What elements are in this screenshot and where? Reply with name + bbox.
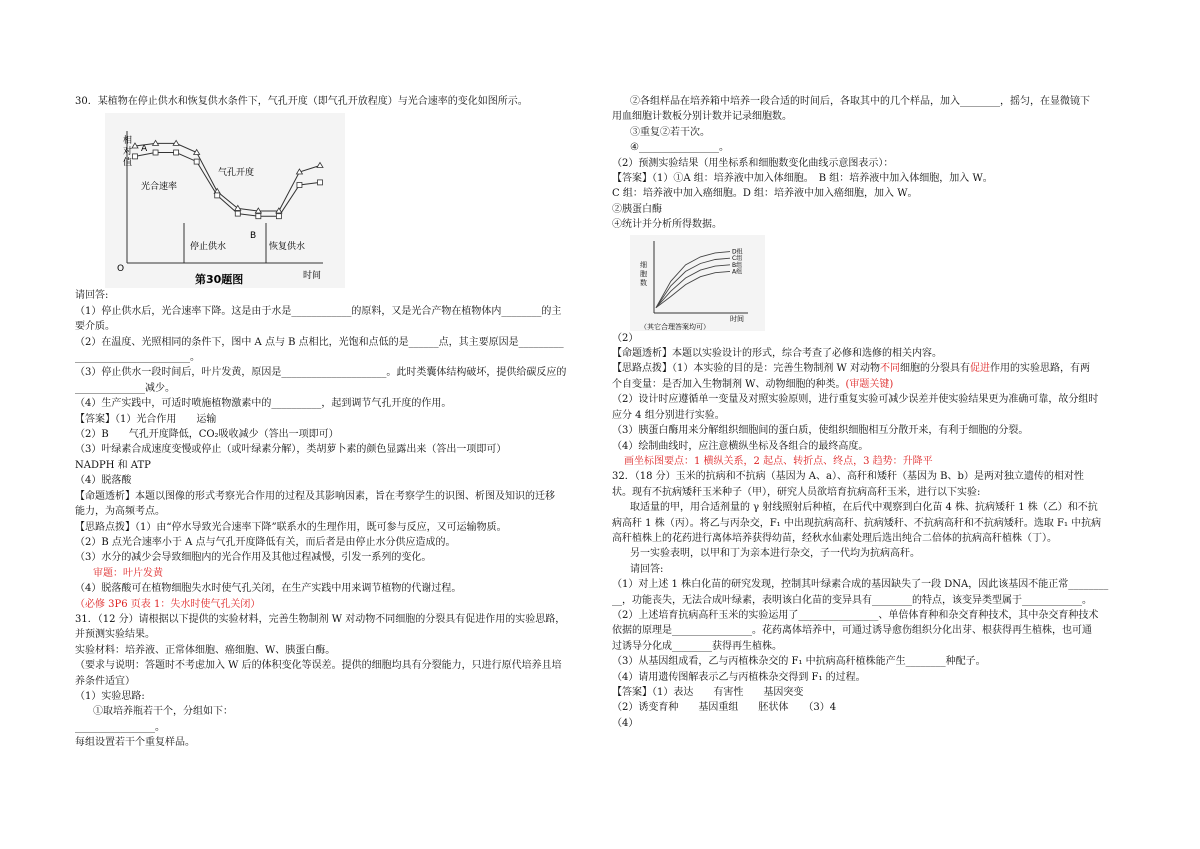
q31-tip-1-red-1: 不同 xyxy=(880,363,900,375)
q31-answer-1-cont: C 组：培养液中加入癌细胞。D 组：培养液中加入癌细胞，加入 W。 xyxy=(612,188,918,200)
q31-answer-1-step4: ④统计并分析所得数据。 xyxy=(612,219,722,231)
q31-predict: （2）预测实验结果（用坐标系和细胞数变化曲线示意图表示）： xyxy=(612,157,894,169)
q31-tip-2-red: (审题关键) xyxy=(845,378,894,390)
q31-step-4: ④________________。 xyxy=(630,142,729,154)
q30-part-4: （4）生产实践中，可适时喷施植物激素中的__________，起到调节气孔开度的作用。 xyxy=(75,398,452,410)
q30-part-3-cont: ______________减少。 xyxy=(75,382,175,394)
figure-30 xyxy=(105,113,590,288)
q32-ask: 请回答: xyxy=(630,563,664,575)
q31-tip-1-red-2: 促进 xyxy=(970,363,990,375)
q31-tip-1 xyxy=(612,361,1132,376)
curve-label-3: B组 xyxy=(732,261,743,269)
q32-body-1: 取适量的甲，用合适剂量的 γ 射线照射后种植，在后代中观察到白化苗 4 株、抗病矮秆 1 株（乙）和不抗 xyxy=(630,502,1098,514)
q31-step-3: ③重复②若干次。 xyxy=(630,126,710,138)
q32-part-1-cont: __，功能丧失，无法合成叶绿素，表明该白化苗的变异具有________的特点，该变异类型属于____________。 xyxy=(612,594,1092,606)
q31-step-1-tail: 每组设置若干个重复样品。 xyxy=(75,737,195,749)
q30-answer-4: （4）脱落酸 xyxy=(75,475,132,487)
q32-answer-4: （4） xyxy=(612,717,639,729)
figure-31 xyxy=(630,235,1132,331)
ask-label: 请回答: xyxy=(75,290,109,302)
q32-body-2: 病高秆 1 株（丙）。将乙与丙杂交，F₁ 中出现抗病高秆、抗病矮秆、不抗病高秆和不抗病矮秆。选取 F₁ 中抗病 xyxy=(612,517,1102,529)
q32-part-4: （4）请用遗传图解表示乙与丙植株杂交得到 F₁ 的过程。 xyxy=(612,671,866,683)
q31-tip-2-text: 个自变量：是否加入生物制剂 W、动物细胞的种类。 xyxy=(612,378,846,390)
q31-intent: 【命题透析】本题以实验设计的形式，综合考查了必修和选修的相关内容。 xyxy=(612,348,942,360)
series-2-point xyxy=(133,154,138,159)
q31-step-2-cont: 用血细胞计数板分别计数并记录细胞数。 xyxy=(612,111,792,123)
q30-tip-1: 【思路点拨】（1）由“停水导致光合速率下降”联系水的生理作用，既可参与反应，又可运输物质。 xyxy=(75,521,507,533)
question-31-stem: 31．（12 分）请根据以下提供的实验材料，完善生物制剂 W 对动物不同细胞的分裂具有促进作用的实验思路， xyxy=(75,613,566,625)
q30-part-2: （2）在温度、光照相同的条件下，图中 A 点与 B 点相比，光饱和点低的是______点，其主要原因是_________ xyxy=(75,336,564,348)
fig31-x-label: 时间 xyxy=(730,314,744,323)
origin-label: O xyxy=(117,264,125,275)
q32-answer-1: 【答案】（1）表达 有害性 基因突变 xyxy=(612,687,804,698)
q30-answer-3-cont: NADPH 和 ATP xyxy=(75,459,151,471)
figure-31-background xyxy=(630,235,765,331)
q31-step-2: ②各组样品在培养箱中培养一段合适的时间后，各取其中的几个样品，加入________，摇匀，在显微镜下 xyxy=(630,96,1090,107)
q31-tip-5: （4）绘制曲线时，应注意横纵坐标及各组合的最终高度。 xyxy=(612,440,869,452)
resume-label: 恢复供水 xyxy=(269,242,306,253)
q32-answer-2: （2）诱变育种 基因重组 胚状体 （3）4 xyxy=(612,702,837,714)
q31-requirements: （要求与说明：答题时不考虑加入 W 后的体积变化等误差。提供的细胞均具有分裂能力，只进行原代培养且培 xyxy=(75,660,562,672)
curve-label-4: A组 xyxy=(732,268,743,276)
q31-tip-3: （2）设计时应遵循单一变量及对照实验原则，进行重复实验可减少误差并使实验结果更为准确可靠，故分组时 xyxy=(612,394,1099,406)
curve-label-1: D组 xyxy=(732,248,743,256)
question-31-stem-cont: 并预测实验结果。 xyxy=(75,629,155,641)
q32-part-3: （3）从基因组成看，乙与丙植株杂交的 F₁ 中抗病高秆植株能产生________种配子。 xyxy=(612,656,986,668)
q30-tip-3: （3）水分的减少会导致细胞内的光合作用及其他过程减慢，引发一系列的变化。 xyxy=(75,552,432,564)
q31-tip-1-mid: 细胞的分裂具有 xyxy=(900,363,970,375)
q31-tip-3-cont: 应分 4 组分别进行实验。 xyxy=(612,409,725,421)
question-32-stem: 32．（18 分）玉米的抗病和不抗病（基因为 A、a）、高秆和矮秆（基因为 B、b）是两对独立遗传的相对性 xyxy=(612,471,1084,483)
q32-part-2-cont: 依据的原理是________________。花药离体培养中，可通过诱导愈伤组织分化出芽、根获得再生植株，也可通 xyxy=(612,625,1092,637)
q32-body-4: 另一实验表明，以甲和丁为亲本进行杂交，子一代均为抗病高秆。 xyxy=(630,548,920,560)
q30-answer-3: （3）叶绿素合成速度变慢或停止（或叶绿素分解），类胡萝卜素的颜色显露出来（答出一项即可） xyxy=(75,444,507,456)
figure-31-chart xyxy=(630,235,765,331)
fig31-y-label-2: 胞 xyxy=(640,269,647,278)
x-axis-label: 时间 xyxy=(303,271,322,282)
series-2-point xyxy=(153,150,158,155)
q30-answer-2: （2）B 气孔开度降低，CO₂吸收减少（答出一项即可） xyxy=(75,429,339,441)
y-axis-label-3: 值 xyxy=(123,158,133,169)
q30-intent: 【命题透析】本题以图像的形式考察光合作用的过程及其影响因素，旨在考察学生的识图、析图及知识的迁移 xyxy=(75,490,555,502)
fig31-note: （其它合理答案均可） xyxy=(640,322,710,331)
left-column xyxy=(75,94,590,751)
point-a-label: A xyxy=(141,144,148,155)
question-30-stem: 30．某植物在停止供水和恢复供水条件下，气孔开度（即气孔开放程度）与光合速率的变化如图所示。 xyxy=(75,96,528,107)
series-2-point xyxy=(276,214,281,219)
q30-intent-cont: 能力，为高频考点。 xyxy=(75,506,165,518)
series-2-point xyxy=(215,193,220,198)
q30-review-note: 审题：叶片发黄 xyxy=(93,567,163,579)
curve-photosynthesis-label: 光合速率 xyxy=(141,182,178,193)
stop-label: 停止供水 xyxy=(190,242,227,253)
q31-requirements-cont: 养条件适宜） xyxy=(75,675,135,687)
q30-book-note: （必修 3P6 页表 1：失水时使气孔关闭） xyxy=(75,598,261,610)
question-32-stem-cont: 状。现有不抗病矮秆玉米种子（甲），研究人员欲培育抗病高秆玉米，进行以下实验: xyxy=(612,486,981,498)
q30-part-2-cont: _______________________。 xyxy=(75,352,200,364)
right-column xyxy=(612,94,1132,731)
curve-label-2: C组 xyxy=(732,254,743,262)
q32-body-3: 高秆植株上的花药进行离体培养获得幼苗，经秋水仙素处理后选出纯合二倍体的抗病高秆植株（丁）。 xyxy=(612,532,1057,544)
series-2-point xyxy=(318,180,323,185)
q31-tip-2 xyxy=(612,377,1132,392)
q31-tip-1-end: 作用的实验思路，有两 xyxy=(990,363,1090,375)
q31-answer-1-step2: ②胰蛋白酶 xyxy=(612,203,662,215)
series-2-point xyxy=(235,212,240,217)
q31-step-1: ①取培养瓶若干个，分组如下： xyxy=(93,706,233,718)
fig31-y-label-3: 数 xyxy=(640,278,647,287)
q31-step-title: （1）实验思路: xyxy=(75,690,145,702)
q30-part-3: （3）停止供水一段时间后，叶片发黄，原因是_____________________。此时类囊体结构破坏，提供给碳反应的 xyxy=(75,367,567,379)
q30-part-1: （1）停止供水后，光合速率下降。这是由于水是____________的原料，又是光合产物在植物体内________的主 xyxy=(75,305,562,317)
q30-part-1-cont: 要介质。 xyxy=(75,321,115,333)
q32-part-2: （2）上述培育抗病高秆玉米的实验运用了________________、单倍体育种和杂交育种技术，其中杂交育种技术 xyxy=(612,609,1099,621)
figure-30-caption: 第30题图 xyxy=(195,273,244,287)
q31-answer-1: 【答案】（1）①A 组：培养液中加入体细胞。 B 组：培养液中加入体细胞，加入 W。 xyxy=(612,173,993,185)
series-2-point xyxy=(194,160,199,165)
q31-graph-points: 画坐标图要点：1 横纵关系，2 起点、转折点、终点，3 趋势：升降平 xyxy=(624,455,933,467)
q31-step-1-blank: ________________。 xyxy=(75,721,165,733)
series-2-point xyxy=(297,183,302,188)
series-2-point xyxy=(174,150,179,155)
y-axis-label-1: 相 xyxy=(123,136,133,147)
curve-stomata-label: 气孔开度 xyxy=(218,168,255,179)
q30-tip-4: （4）脱落酸可在植物细胞失水时使气孔关闭，在生产实践中用来调节植物的代谢过程。 xyxy=(75,583,462,595)
q32-part-2-cont-2: 过诱导分化成________获得再生植株。 xyxy=(612,640,782,652)
fig31-y-label-1: 细 xyxy=(640,260,647,269)
q30-tip-2: （2）B 点光合速率小于 A 点与气孔开度降低有关，而后者是由停止水分供应造成的。 xyxy=(75,536,456,548)
q30-answer-1: 【答案】（1）光合作用 运输 xyxy=(75,413,217,425)
y-axis-label-2: 对 xyxy=(123,147,133,158)
q31-tip-1-text: 【思路点拨】（1）本实验的目的是：完善生物制剂 W 对动物 xyxy=(612,363,880,375)
series-2-point xyxy=(256,214,261,219)
q31-tip-4: （3）胰蛋白酶用来分解组织细胞间的蛋白质，使组织细胞相互分散开来，有利于细胞的分裂。 xyxy=(612,425,1029,437)
q31-answer-2: （2） xyxy=(612,332,639,344)
figure-30-background xyxy=(105,113,345,288)
q32-part-1: （1）对上述 1 株白化苗的研究发现，控制其叶绿素合成的基因缺失了一段 DNA，因此该基因不能正常________ xyxy=(612,579,1109,591)
q31-materials: 实验材料：培养液、正常体细胞、癌细胞、W、胰蛋白酶。 xyxy=(75,644,336,656)
point-b-label: B xyxy=(250,231,257,242)
figure-30-chart xyxy=(105,113,345,288)
